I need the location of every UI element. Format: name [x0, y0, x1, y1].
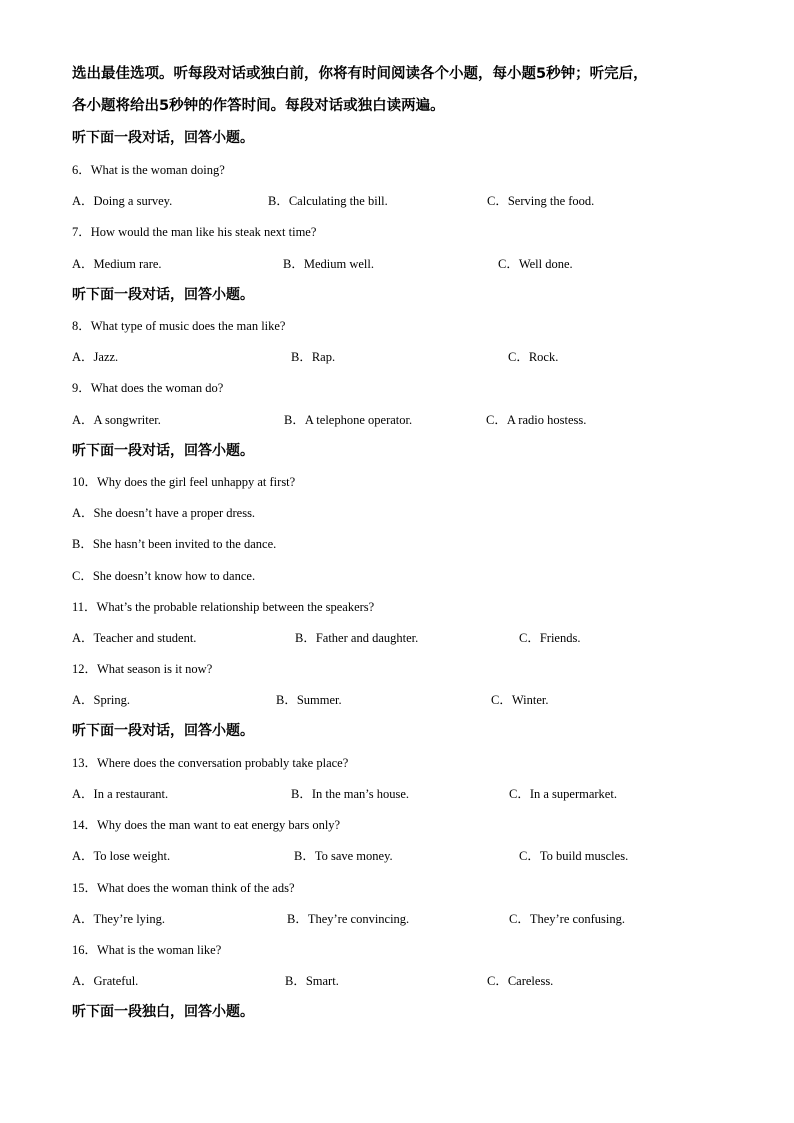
- question-11-stem: 11．What’s the probable relationship between the speakers?: [72, 600, 375, 614]
- question-12-stem: 12．What season is it now?: [72, 662, 213, 676]
- question-10-option-a: A．She doesn’t have a proper dress.: [72, 506, 256, 520]
- question-8-option-c: C．Rock.: [508, 350, 559, 364]
- question-7-option-b: B．Medium well.: [283, 257, 374, 271]
- question-15-option-c: C．They’re confusing.: [509, 912, 625, 926]
- question-15-option-a: A．They’re lying.: [72, 912, 166, 926]
- instructions-line-2: 各小题将给出5秒钟的作答时间。每段对话或独白读两遍。: [72, 98, 445, 114]
- question-16-option-a: A．Grateful.: [72, 974, 139, 988]
- section-heading: 听下面一段对话，回答小题。: [72, 287, 254, 303]
- question-12-option-a: A．Spring.: [72, 693, 130, 707]
- question-13-option-b: B．In the man’s house.: [291, 787, 410, 801]
- question-12-option-b: B．Summer.: [276, 693, 342, 707]
- question-9-option-b: B．A telephone operator.: [284, 413, 413, 427]
- question-7-option-c: C．Well done.: [498, 257, 573, 271]
- question-10-option-c: C．She doesn’t know how to dance.: [72, 569, 256, 583]
- question-8-option-b: B．Rap.: [291, 350, 336, 364]
- question-12-option-c: C．Winter.: [491, 693, 549, 707]
- question-13-option-c: C．In a supermarket.: [509, 787, 617, 801]
- question-14-option-c: C．To build muscles.: [519, 849, 629, 863]
- question-7-stem: 7．How would the man like his steak next time?: [72, 225, 317, 239]
- question-11-option-b: B．Father and daughter.: [295, 631, 419, 645]
- question-6-stem: 6．What is the woman doing?: [72, 163, 225, 177]
- question-6-option-c: C．Serving the food.: [487, 194, 595, 208]
- question-16-stem: 16．What is the woman like?: [72, 943, 222, 957]
- question-14-stem: 14．Why does the man want to eat energy bars only?: [72, 818, 341, 832]
- section-heading: 听下面一段对话，回答小题。: [72, 723, 254, 739]
- question-8-stem: 8．What type of music does the man like?: [72, 319, 286, 333]
- question-15-option-b: B．They’re convincing.: [287, 912, 410, 926]
- question-7-option-a: A．Medium rare.: [72, 257, 162, 271]
- question-13-stem: 13．Where does the conversation probably take place?: [72, 756, 349, 770]
- question-13-option-a: A．In a restaurant.: [72, 787, 169, 801]
- question-6-option-b: B．Calculating the bill.: [268, 194, 388, 208]
- question-16-option-c: C．Careless.: [487, 974, 554, 988]
- question-6-option-a: A．Doing a survey.: [72, 194, 173, 208]
- question-15-stem: 15．What does the woman think of the ads?: [72, 881, 295, 895]
- section-heading: 听下面一段对话，回答小题。: [72, 130, 254, 146]
- question-11-option-a: A．Teacher and student.: [72, 631, 197, 645]
- section-heading-monologue: 听下面一段独白，回答小题。: [72, 1004, 254, 1020]
- question-11-option-c: C．Friends.: [519, 631, 581, 645]
- question-14-option-b: B．To save money.: [294, 849, 393, 863]
- question-9-option-a: A．A songwriter.: [72, 413, 161, 427]
- question-10-stem: 10．Why does the girl feel unhappy at first?: [72, 475, 296, 489]
- instructions-line-1: 选出最佳选项。听每段对话或独白前，你将有时间阅读各个小题，每小题5秒钟；听完后，: [72, 66, 648, 82]
- question-16-option-b: B．Smart.: [285, 974, 339, 988]
- question-9-stem: 9．What does the woman do?: [72, 381, 224, 395]
- question-10-option-b: B．She hasn’t been invited to the dance.: [72, 537, 277, 551]
- section-heading: 听下面一段对话，回答小题。: [72, 443, 254, 459]
- question-14-option-a: A．To lose weight.: [72, 849, 171, 863]
- question-9-option-c: C．A radio hostess.: [486, 413, 587, 427]
- question-8-option-a: A．Jazz.: [72, 350, 119, 364]
